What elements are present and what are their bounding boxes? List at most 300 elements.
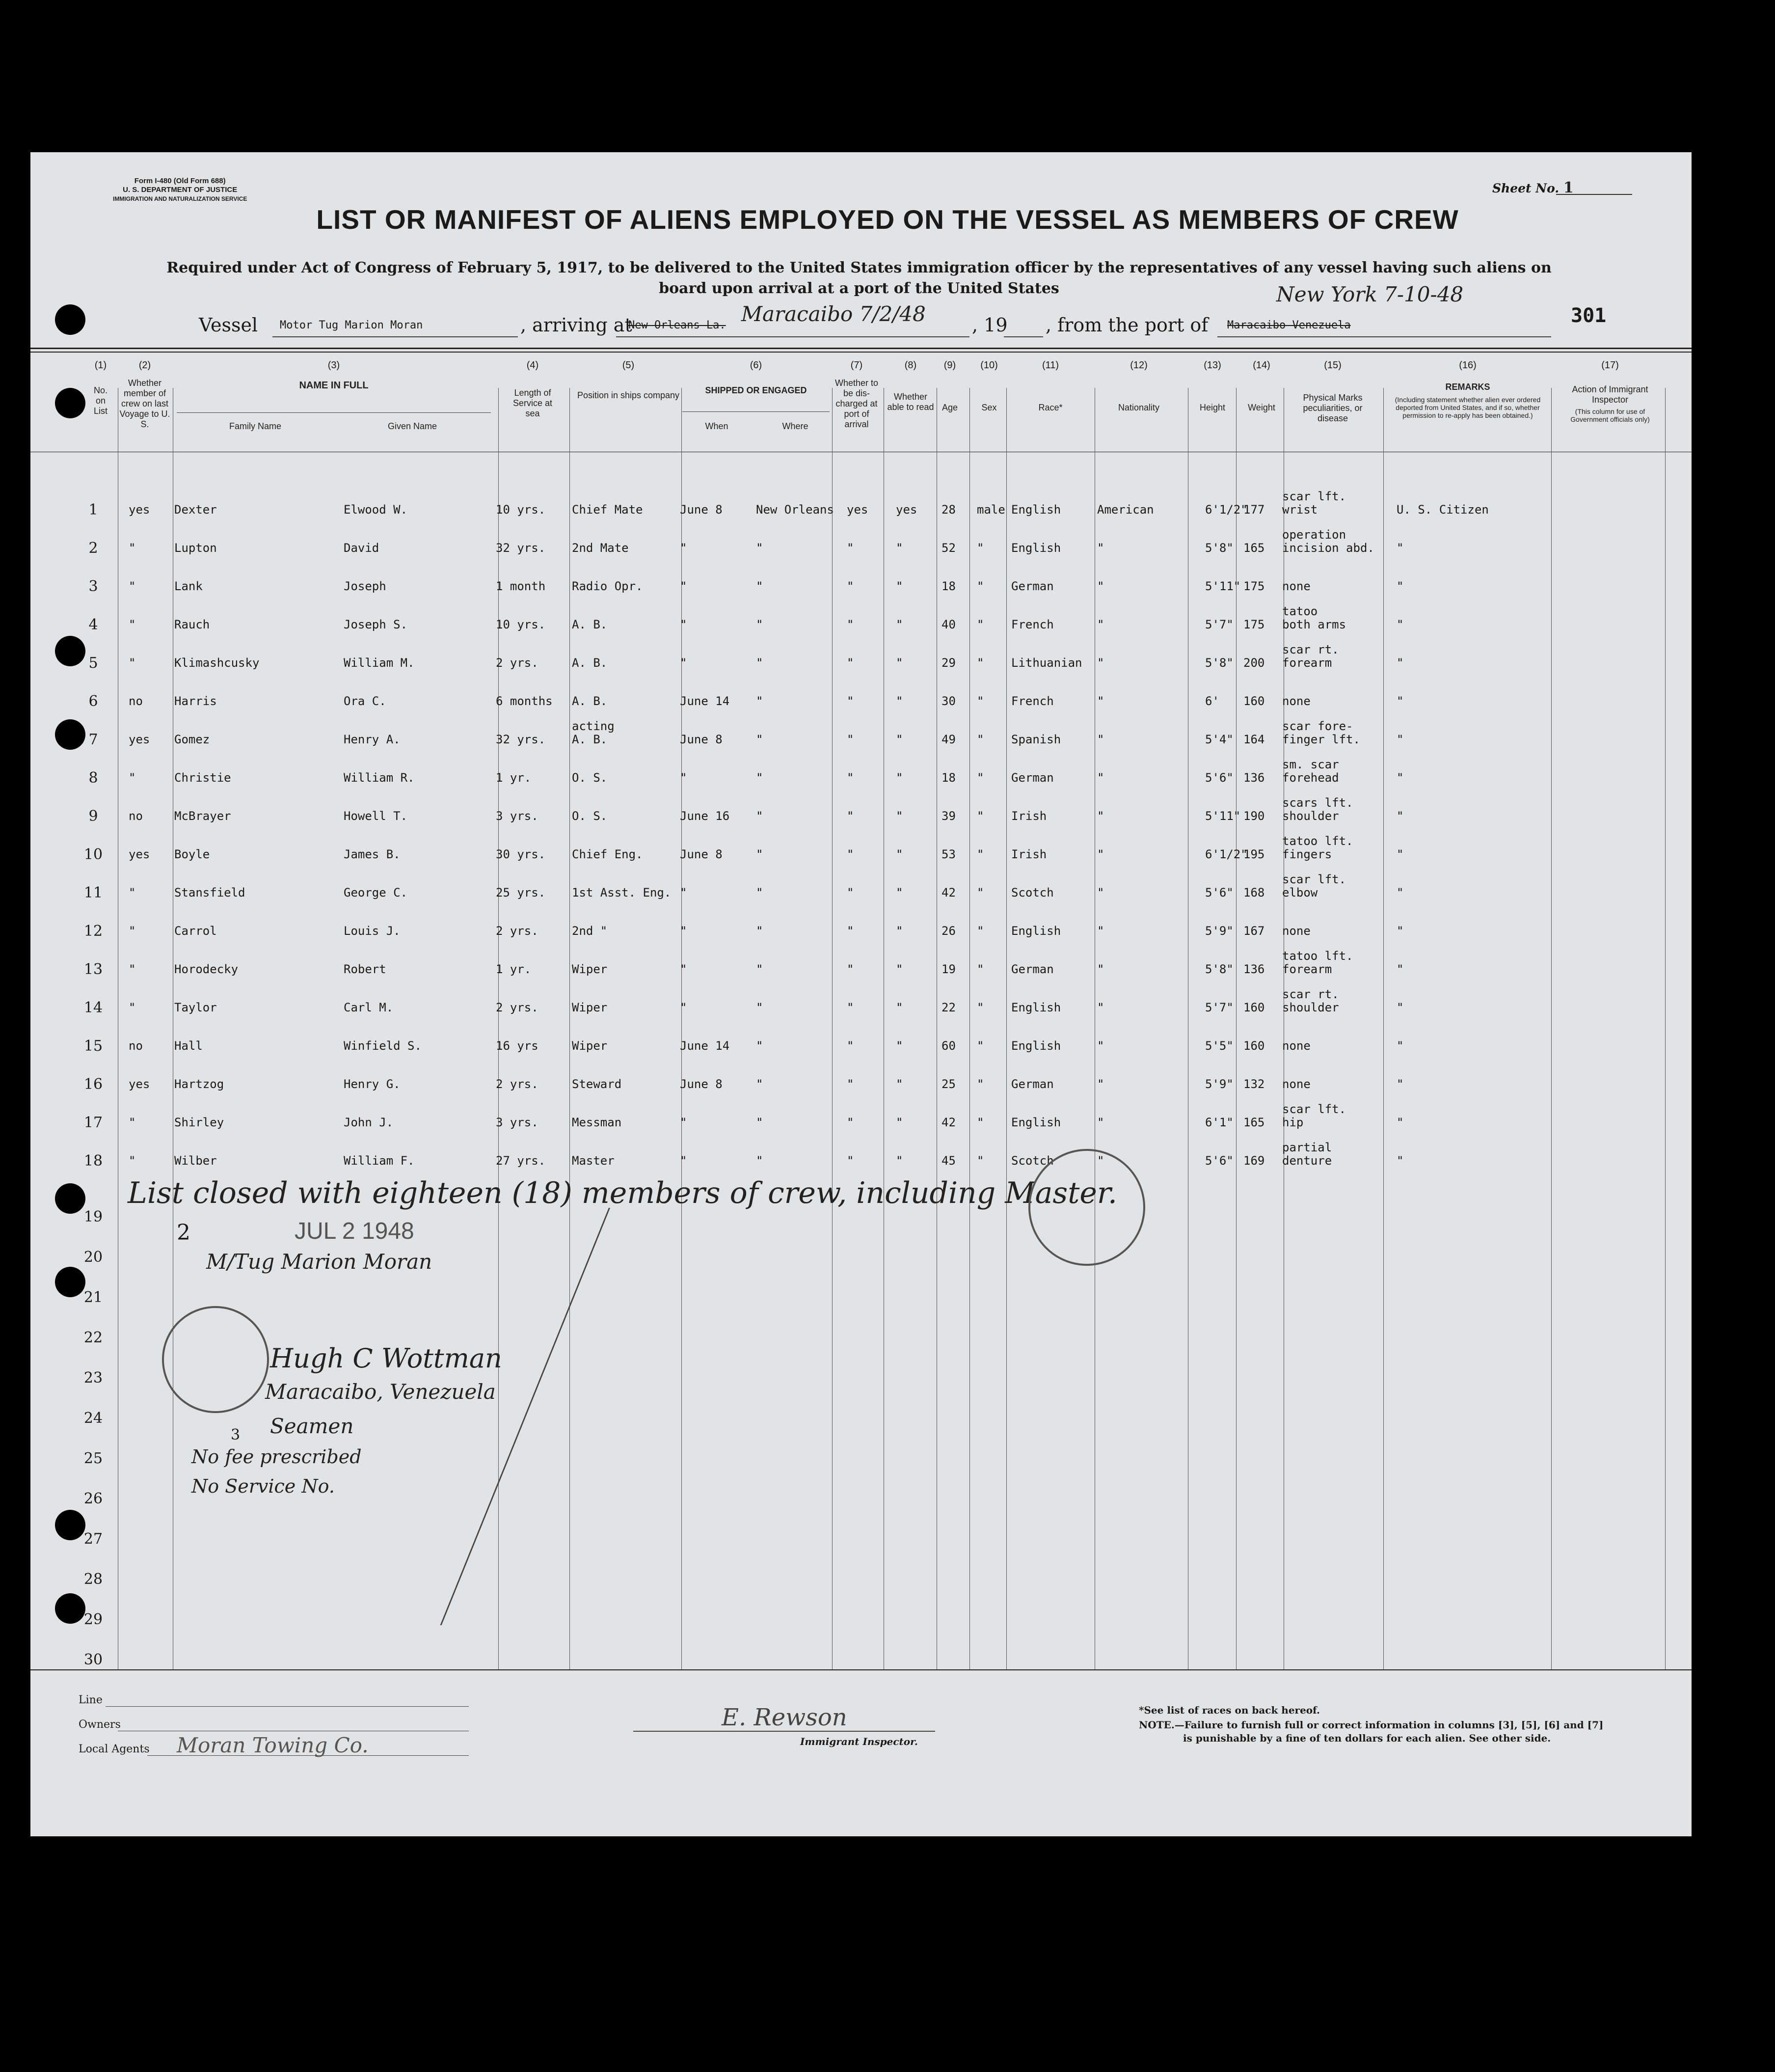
cell-given: Henry A. [344, 733, 401, 746]
cell-race: French [1011, 694, 1054, 708]
cell-race: English [1011, 1001, 1061, 1014]
cell-marks: none [1282, 579, 1311, 593]
cell-age: 18 [941, 579, 956, 593]
cell-family: Hall [174, 1039, 203, 1053]
cell-where: " [756, 809, 763, 823]
cell-where: " [756, 1154, 763, 1168]
line-number: 30 [83, 1651, 103, 1668]
cell-marks: scar lft. [1282, 872, 1346, 886]
cell-position: A. B. [572, 694, 608, 708]
form-identifier: Form I-480 (Old Form 688) U. S. DEPARTMENT OF JUSTICE IMMIGRATION AND NATURALIZATION SERVICE [113, 177, 247, 202]
cell-discharged: " [847, 962, 854, 976]
cell-marks: scar lft. [1282, 490, 1346, 503]
cell-remarks: " [1397, 656, 1404, 670]
document-number: 301 [1571, 304, 1607, 327]
cell-age: 53 [941, 847, 956, 861]
cell-discharged: " [847, 1154, 854, 1168]
cell-when: " [680, 1116, 687, 1129]
line-number: 10 [83, 846, 103, 863]
cell-sex: " [977, 1039, 984, 1053]
cell-service: 6 months [496, 694, 553, 708]
cell-family: Shirley [174, 1116, 224, 1129]
cell-given: Ora C. [344, 694, 386, 708]
cell-given: Howell T. [344, 809, 408, 823]
cell-marks: fingers [1282, 847, 1332, 861]
cell-weight: 177 [1243, 503, 1265, 517]
cell-position: A. B. [572, 656, 608, 670]
cell-sex: " [977, 694, 984, 708]
cell-remarks: " [1397, 1116, 1404, 1129]
cell-last: " [129, 579, 136, 593]
cell-read: " [896, 733, 903, 746]
sheet-number: Sheet No. 1 [1492, 179, 1574, 196]
cell-given: Henry G. [344, 1077, 401, 1091]
cell-discharged: " [847, 733, 854, 746]
cell-weight: 165 [1243, 541, 1265, 555]
cell-marks: hip [1282, 1116, 1304, 1129]
cell-where: " [756, 1116, 763, 1129]
line-number: 26 [83, 1490, 103, 1507]
cell-nationality: " [1097, 886, 1104, 900]
cell-where: " [756, 694, 763, 708]
cell-family: Dexter [174, 503, 217, 517]
line-number: 17 [83, 1114, 103, 1131]
cell-age: 45 [941, 1154, 956, 1168]
cell-sex: " [977, 579, 984, 593]
col-header-action: Action of Immigrant Inspector [1572, 384, 1648, 405]
footer-agents-handwritten: Moran Towing Co. [177, 1733, 369, 1757]
cell-position [572, 720, 615, 746]
cell-nationality: American [1097, 503, 1154, 517]
cell-marks: tatoo lft. [1282, 834, 1353, 848]
footer-owners-label: Owners [79, 1718, 121, 1731]
col-header-read: Whether able to read [887, 392, 934, 412]
cell-where: " [756, 886, 763, 900]
cell-age: 42 [941, 886, 956, 900]
consular-vessel: M/Tug Marion Moran [206, 1250, 432, 1274]
cell-discharged: " [847, 1001, 854, 1014]
cell-last: " [129, 1116, 136, 1129]
cell-height: 5'6" [1205, 771, 1234, 785]
cell-remarks: " [1397, 1001, 1404, 1014]
cell-family: McBrayer [174, 809, 231, 823]
cell-position: Master [572, 1154, 615, 1168]
cell-remarks: " [1397, 1039, 1404, 1053]
cell-where: " [756, 579, 763, 593]
arriving-label: , arriving at [520, 314, 632, 336]
cell-race: Spanish [1011, 733, 1061, 746]
cell-given: Elwood W. [344, 503, 408, 517]
cell-nationality: " [1097, 809, 1104, 823]
col-header-when: When [705, 421, 728, 431]
cell-height: 5'6" [1205, 886, 1234, 900]
cell-height: 5'7" [1205, 618, 1234, 631]
cell-nationality: " [1097, 1077, 1104, 1091]
cell-where: " [756, 924, 763, 938]
cell-height: 5'4" [1205, 733, 1234, 746]
cell-when: " [680, 1154, 687, 1168]
cell-last: " [129, 541, 136, 555]
cell-when: " [680, 656, 687, 670]
cell-remarks: " [1397, 1154, 1404, 1168]
cell-discharged: " [847, 656, 854, 670]
cell-read: " [896, 847, 903, 861]
col-header-remarks: REMARKS [1445, 382, 1490, 392]
inspector-signature: E. Rewson [722, 1704, 847, 1731]
cell-discharged: " [847, 1077, 854, 1091]
cell-read: " [896, 886, 903, 900]
line-number: 13 [83, 961, 103, 978]
cell-given: William F. [344, 1154, 415, 1168]
cell-weight: 160 [1243, 694, 1265, 708]
cell-weight: 190 [1243, 809, 1265, 823]
cell-service: 3 yrs. [496, 809, 538, 823]
cell-given: William R. [344, 771, 415, 785]
col-header-marks: Physical Marks peculiarities, or disease [1303, 393, 1363, 423]
cell-marks: scar rt. [1282, 987, 1339, 1001]
cell-marks: finger lft. [1282, 733, 1360, 746]
cell-position: Wiper [572, 1039, 608, 1053]
cell-marks: none [1282, 694, 1311, 708]
cell-read: " [896, 618, 903, 631]
line-number: 19 [83, 1208, 103, 1226]
cell-age: 52 [941, 541, 956, 555]
cell-height: 5'7" [1205, 1001, 1234, 1014]
cell-service: 1 yr. [496, 771, 532, 785]
cell-weight: 160 [1243, 1039, 1265, 1053]
cell-remarks: " [1397, 733, 1404, 746]
from-port-label: , from the port of [1046, 314, 1209, 336]
cell-where: " [756, 771, 763, 785]
cell-nationality: " [1097, 733, 1104, 746]
line-number: 16 [83, 1076, 103, 1093]
cell-race: English [1011, 541, 1061, 555]
cell-last: " [129, 1154, 136, 1168]
cell-remarks: " [1397, 618, 1404, 631]
cell-family: Taylor [174, 1001, 217, 1014]
cell-family: Lupton [174, 541, 217, 555]
cell-discharged: " [847, 847, 854, 861]
cell-weight: 167 [1243, 924, 1265, 938]
cell-where: " [756, 656, 763, 670]
cell-family: Stansfield [174, 886, 245, 900]
cell-given: David [344, 541, 379, 555]
cell-sex: " [977, 1154, 984, 1168]
cell-weight: 175 [1243, 579, 1265, 593]
cell-marks: operation [1282, 528, 1346, 542]
cell-service: 2 yrs. [496, 924, 538, 938]
line-number: 22 [83, 1329, 103, 1346]
cell-race: Irish [1011, 809, 1047, 823]
cell-read: " [896, 656, 903, 670]
cell-marks: scar rt. [1282, 643, 1339, 656]
cell-service: 16 yrs [496, 1039, 538, 1053]
cell-nationality: " [1097, 847, 1104, 861]
cell-weight: 200 [1243, 656, 1265, 670]
cell-marks: shoulder [1282, 809, 1339, 823]
cell-when: " [680, 771, 687, 785]
cell-read: " [896, 1116, 903, 1129]
cell-race: English [1011, 924, 1061, 938]
cell-sex: " [977, 924, 984, 938]
consul-signature: Hugh C Wottman [270, 1343, 502, 1374]
col-header-age: Age [941, 403, 958, 412]
cell-marks: sm. scar [1282, 758, 1339, 771]
cell-marks: none [1282, 1077, 1311, 1091]
line-number: 15 [83, 1037, 103, 1055]
cell-service: 10 yrs. [496, 503, 546, 517]
cell-height: 5'11" [1205, 579, 1241, 593]
line-number: 23 [83, 1369, 103, 1387]
cell-remarks: " [1397, 847, 1404, 861]
cell-service: 32 yrs. [496, 541, 546, 555]
cell-sex: " [977, 618, 984, 631]
cell-marks: incision abd. [1282, 541, 1374, 555]
cell-given: Joseph S. [344, 618, 408, 631]
cell-family: Boyle [174, 847, 210, 861]
cell-nationality: " [1097, 1039, 1104, 1053]
cell-nationality: " [1097, 771, 1104, 785]
cell-height: 6' [1205, 694, 1219, 708]
cell-position: Radio Opr. [572, 579, 643, 593]
inspector-label: Immigrant Inspector. [800, 1736, 918, 1747]
cell-position: Chief Mate [572, 503, 643, 517]
consulate-seal [162, 1306, 269, 1413]
col-header-last-voyage: Whether member of crew on last Voyage to U. S. [119, 378, 170, 429]
col-header-weight: Weight [1248, 403, 1275, 412]
cell-where: " [756, 1077, 763, 1091]
col-header-where: Where [782, 421, 808, 431]
col-header-given-name: Given Name [387, 421, 437, 431]
year-label: , 19 [972, 314, 1008, 336]
cell-nationality: " [1097, 618, 1104, 631]
cell-age: 25 [941, 1077, 956, 1091]
arriving-port-typed: New Orleans La. [628, 319, 726, 331]
cell-family: Klimashcusky [174, 656, 260, 670]
cell-weight: 169 [1243, 1154, 1265, 1168]
cell-age: 18 [941, 771, 956, 785]
consular-date-stamp: JUL 2 1948 [295, 1218, 414, 1244]
cell-race: German [1011, 579, 1054, 593]
cell-when: June 8 [680, 1077, 723, 1091]
cell-service: 2 yrs. [496, 656, 538, 670]
cell-discharged: " [847, 771, 854, 785]
cell-height: 5'5" [1205, 1039, 1234, 1053]
cell-last: " [129, 771, 136, 785]
cell-given: Joseph [344, 579, 386, 593]
cell-age: 28 [941, 503, 956, 517]
line-number: 9 [88, 808, 98, 825]
page-title: LIST OR MANIFEST OF ALIENS EMPLOYED ON THE VESSEL AS MEMBERS OF CREW [316, 204, 1459, 235]
cell-position: O. S. [572, 771, 608, 785]
line-number: 24 [83, 1410, 103, 1427]
cell-where: New Orleans [756, 503, 834, 517]
footer-note-races: *See list of races on back hereof. [1139, 1704, 1320, 1716]
cell-nationality: " [1097, 1116, 1104, 1129]
cell-nationality: " [1097, 962, 1104, 976]
cell-last: yes [129, 503, 150, 517]
cell-marks: both arms [1282, 618, 1346, 631]
cell-family: Lank [174, 579, 203, 593]
cell-read: " [896, 962, 903, 976]
cell-where: " [756, 962, 763, 976]
cell-position: Messman [572, 1116, 622, 1129]
cell-marks: tatoo lft. [1282, 949, 1353, 963]
cell-nationality: " [1097, 924, 1104, 938]
cell-where: " [756, 1039, 763, 1053]
col-header-service: Length of Service at sea [512, 388, 553, 418]
cell-sex: male [977, 503, 1005, 517]
punch-hole [55, 304, 85, 335]
line-number: 29 [83, 1611, 103, 1628]
cell-position-note: acting [572, 719, 615, 733]
cell-last: yes [129, 733, 150, 746]
cell-given: Winfield S. [344, 1039, 422, 1053]
cell-remarks: " [1397, 541, 1404, 555]
cell-nationality: " [1097, 694, 1104, 708]
cell-position: Wiper [572, 962, 608, 976]
cell-when: June 8 [680, 733, 723, 746]
cell-last: no [129, 694, 143, 708]
cell-last: " [129, 1001, 136, 1014]
cell-where: " [756, 847, 763, 861]
line-number: 12 [83, 923, 103, 940]
cell-remarks: " [1397, 694, 1404, 708]
footer-agents-label: Local Agents [79, 1743, 150, 1755]
cell-sex: " [977, 886, 984, 900]
line-number: 2 [88, 540, 98, 557]
cell-weight: 164 [1243, 733, 1265, 746]
cell-read: " [896, 579, 903, 593]
cell-read: " [896, 694, 903, 708]
cell-race: English [1011, 1116, 1061, 1129]
cell-last: " [129, 886, 136, 900]
cell-read: " [896, 1077, 903, 1091]
cell-family: Harris [174, 694, 217, 708]
cell-marks: shoulder [1282, 1001, 1339, 1014]
cell-sex: " [977, 962, 984, 976]
vessel-name: Motor Tug Marion Moran [280, 319, 423, 331]
cell-race: German [1011, 771, 1054, 785]
cell-where: " [756, 1001, 763, 1014]
col-header-discharged: Whether to be dis-charged at port of arrival [834, 378, 879, 429]
cell-age: 39 [941, 809, 956, 823]
col-header-sex: Sex [981, 403, 997, 412]
cell-discharged: " [847, 579, 854, 593]
cell-marks: scars lft. [1282, 796, 1353, 810]
cell-remarks: " [1397, 771, 1404, 785]
consular-service: No Service No. [191, 1475, 335, 1497]
cell-discharged: " [847, 809, 854, 823]
footer-note-fine: NOTE.—Failure to furnish full or correct information in columns [3], [5], [6] and [7] [1139, 1719, 1604, 1731]
cell-service: 10 yrs. [496, 618, 546, 631]
cell-weight: 168 [1243, 886, 1265, 900]
footer-line-label: Line [79, 1694, 103, 1706]
cell-when: June 16 [680, 809, 730, 823]
cell-race: French [1011, 618, 1054, 631]
cell-service: 30 yrs. [496, 847, 546, 861]
cell-last: " [129, 924, 136, 938]
cell-age: 40 [941, 618, 956, 631]
cell-family: Gomez [174, 733, 210, 746]
cell-sex: " [977, 1001, 984, 1014]
cell-sex: " [977, 541, 984, 555]
cell-discharged: " [847, 924, 854, 938]
cell-sex: " [977, 771, 984, 785]
cell-read: " [896, 809, 903, 823]
cell-discharged: yes [847, 503, 868, 517]
cell-read: " [896, 1154, 903, 1168]
line-number: 28 [83, 1571, 103, 1588]
cell-last: " [129, 618, 136, 631]
cell-remarks: " [1397, 809, 1404, 823]
cell-marks: none [1282, 924, 1311, 938]
line-number: 20 [83, 1249, 103, 1266]
cell-where: " [756, 618, 763, 631]
cell-height: 5'8" [1205, 962, 1234, 976]
from-port-typed: Maracaibo Venezuela [1227, 319, 1351, 331]
cell-when: " [680, 962, 687, 976]
cell-weight: 195 [1243, 847, 1265, 861]
cell-race: German [1011, 962, 1054, 976]
cell-service: 1 yr. [496, 962, 532, 976]
consular-fee: No fee prescribed [191, 1446, 362, 1468]
consular-seal [1028, 1149, 1145, 1266]
cell-race: English [1011, 503, 1061, 517]
cell-where: " [756, 541, 763, 555]
cell-height: 6'1/2" [1205, 847, 1248, 861]
cell-weight: 160 [1243, 1001, 1265, 1014]
line-number: 1 [88, 501, 98, 518]
cell-remarks: " [1397, 962, 1404, 976]
cell-family: Wilber [174, 1154, 217, 1168]
cell-given: George C. [344, 886, 408, 900]
cell-read: " [896, 1039, 903, 1053]
cell-service: 3 yrs. [496, 1116, 538, 1129]
cell-when: " [680, 618, 687, 631]
line-number: 11 [83, 884, 103, 901]
cell-last: " [129, 962, 136, 976]
cell-last: yes [129, 847, 150, 861]
cell-sex: " [977, 809, 984, 823]
cell-family: Carrol [174, 924, 217, 938]
cell-nationality: " [1097, 656, 1104, 670]
cell-sex: " [977, 656, 984, 670]
cell-service: 27 yrs. [496, 1154, 546, 1168]
col-header-name: NAME IN FULL [299, 380, 369, 391]
cell-age: 42 [941, 1116, 956, 1129]
cell-service: 2 yrs. [496, 1001, 538, 1014]
cell-family: Rauch [174, 618, 210, 631]
cell-read: " [896, 541, 903, 555]
cell-nationality: " [1097, 541, 1104, 555]
line-number: 25 [83, 1450, 103, 1467]
cell-marks: tatoo [1282, 604, 1318, 618]
cell-sex: " [977, 733, 984, 746]
cell-when: June 8 [680, 503, 723, 517]
cell-discharged: " [847, 618, 854, 631]
cell-race: Scotch [1011, 1154, 1054, 1168]
cell-weight: 165 [1243, 1116, 1265, 1129]
cell-remarks: " [1397, 924, 1404, 938]
cell-height: 6'1" [1205, 1116, 1234, 1129]
cell-race: Lithuanian [1011, 656, 1082, 670]
cell-when: " [680, 1001, 687, 1014]
cell-read: yes [896, 503, 917, 517]
cell-position: 2nd Mate [572, 541, 629, 555]
cell-race: German [1011, 1077, 1054, 1091]
vessel-label: Vessel [199, 314, 258, 336]
